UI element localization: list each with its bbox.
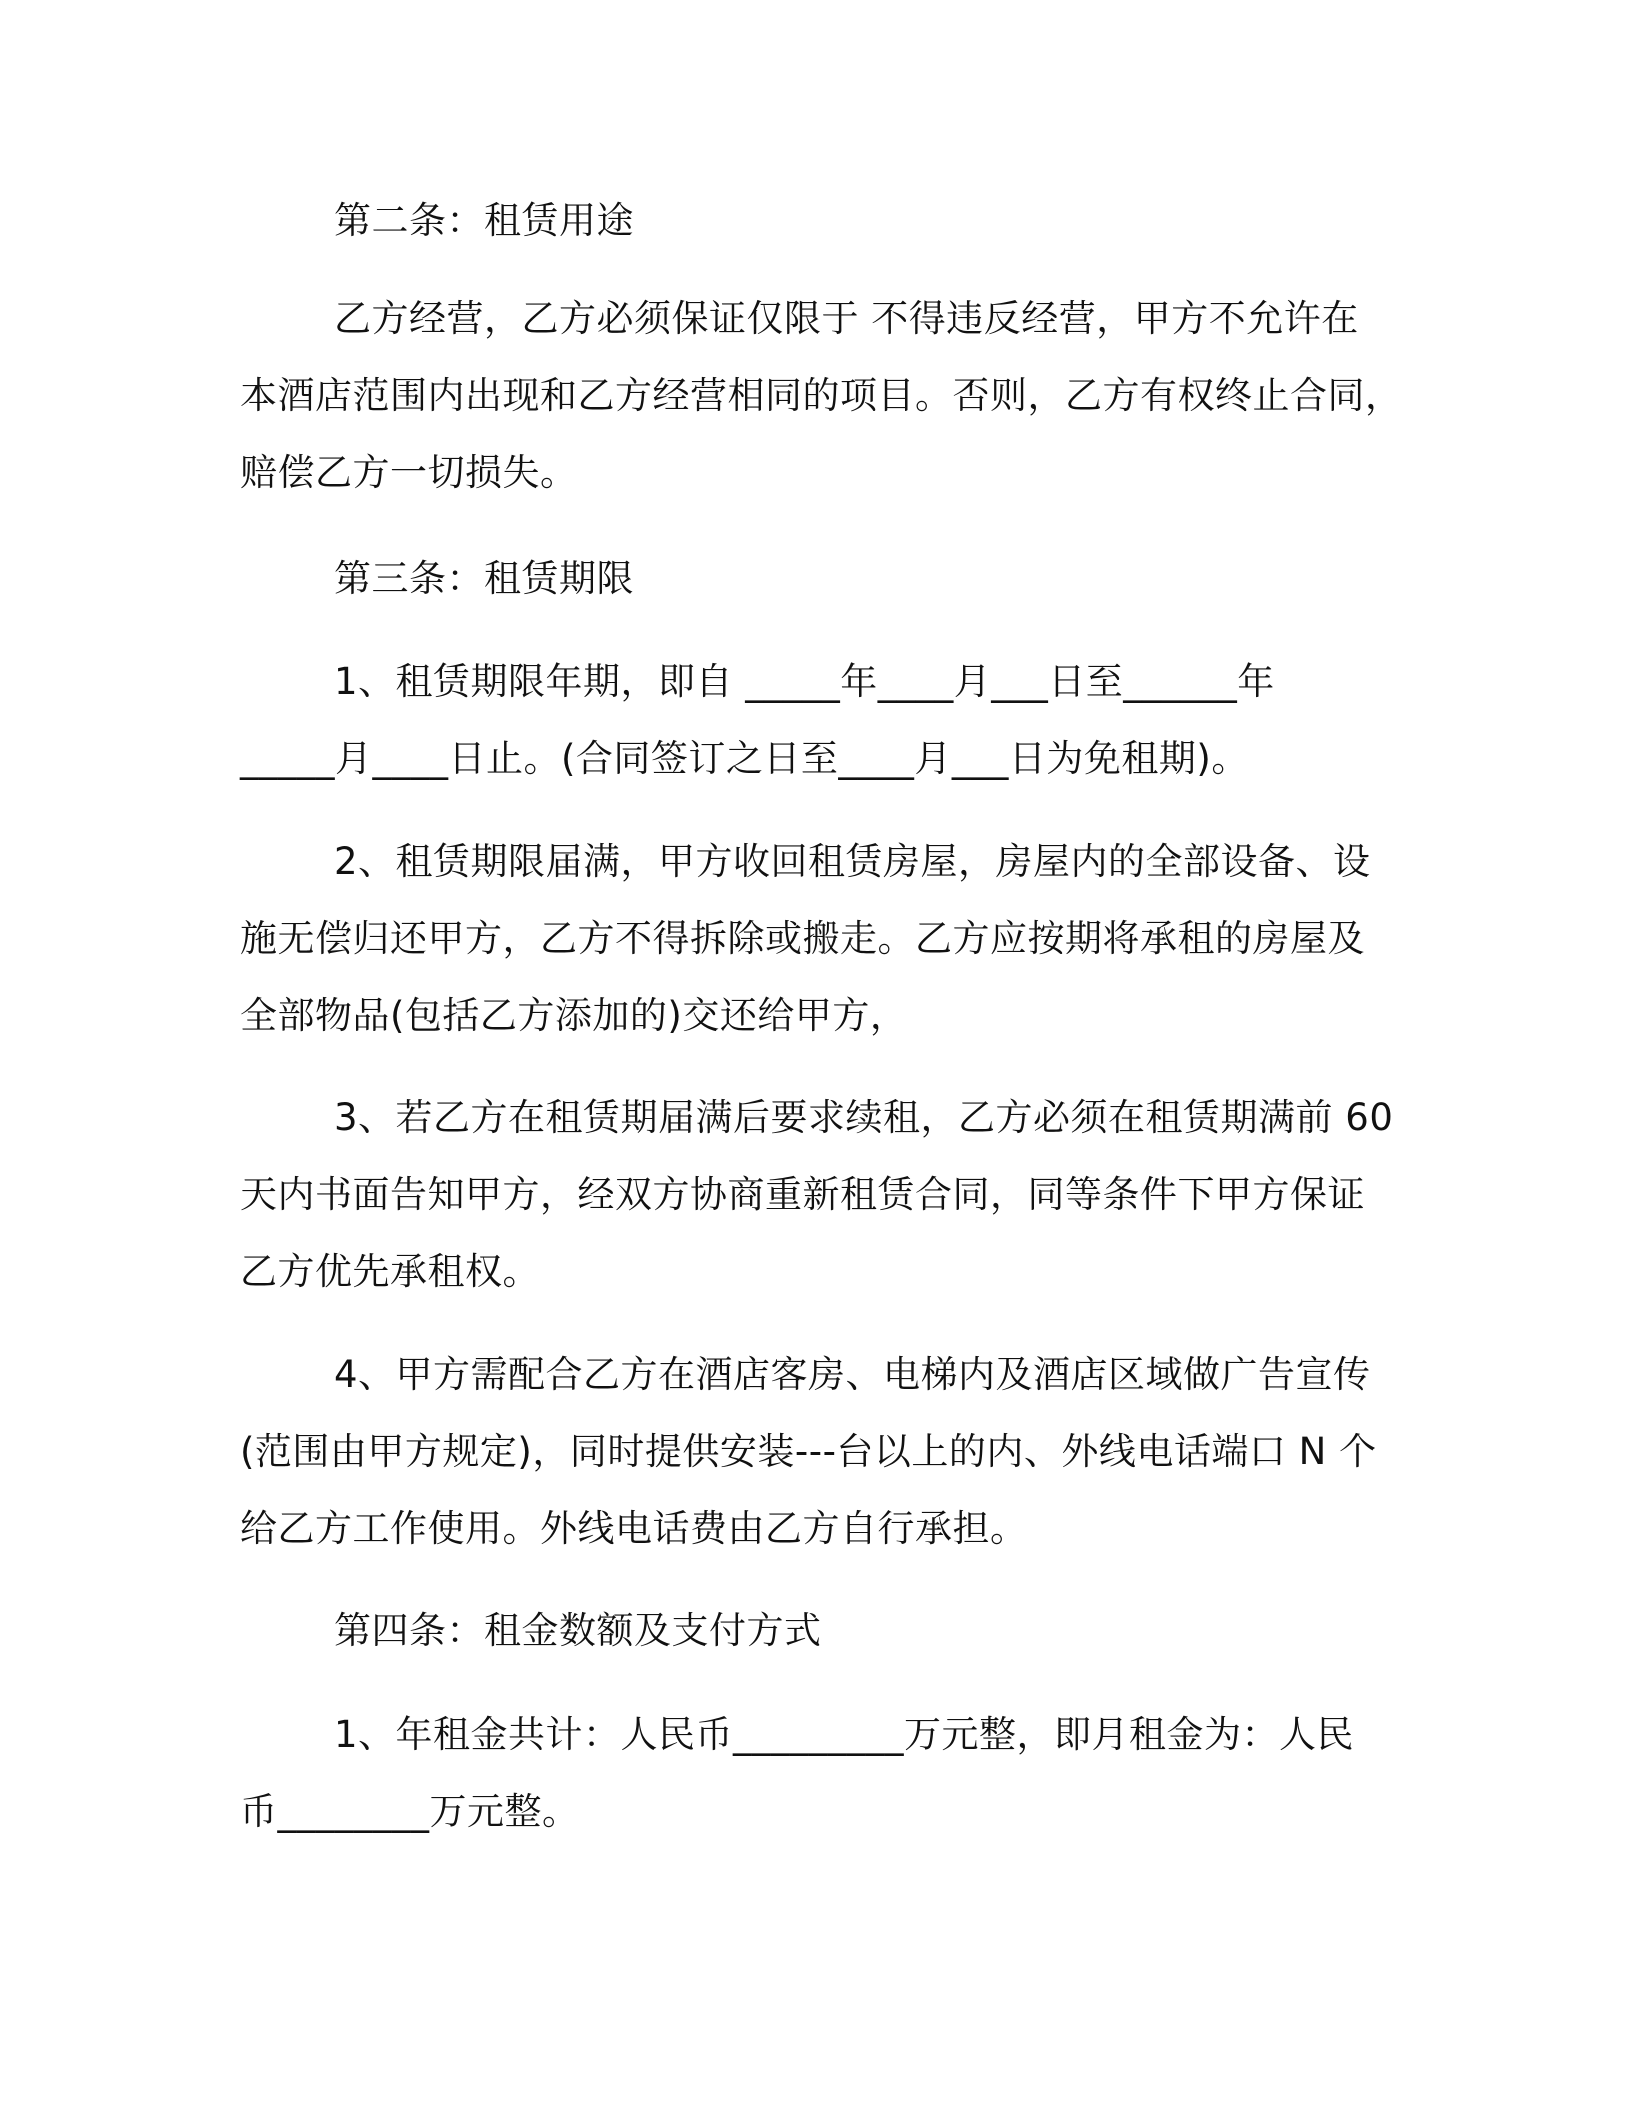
article3-item3-line: 天内书面告知甲方，经双方协商重新租赁合同，同等条件下甲方保证 (240, 1173, 1365, 1216)
article2-heading: 第二条：租赁用途 (334, 199, 634, 242)
article3-heading: 第三条：租赁期限 (334, 557, 634, 600)
article3-item1-line: _____月____日止。(合同签订之日至____月___日为免租期)。 (240, 737, 1249, 780)
article2-paragraph-line: 乙方经营，乙方必须保证仅限于 不得违反经营，甲方不允许在 (334, 297, 1359, 340)
article3-item1-line: 1、租赁期限年期，即自 _____年____月___日至______年 (334, 660, 1275, 703)
article4-item1-line: 币________万元整。 (240, 1790, 580, 1833)
article3-item4-line: (范围由甲方规定)，同时提供安装---台以上的内、外线电话端口 N 个 (240, 1430, 1377, 1473)
article3-item3-line: 乙方优先承租权。 (240, 1250, 540, 1293)
article2-paragraph-line: 本酒店范围内出现和乙方经营相同的项目。否则，乙方有权终止合同， (240, 374, 1403, 417)
article4-heading: 第四条：租金数额及支付方式 (334, 1609, 822, 1652)
article3-item4-line: 给乙方工作使用。外线电话费由乙方自行承担。 (240, 1507, 1028, 1550)
article3-item2-line: 2、租赁期限届满，甲方收回租赁房屋，房屋内的全部设备、设 (334, 840, 1371, 883)
article3-item2-line: 施无偿归还甲方，乙方不得拆除或搬走。乙方应按期将承租的房屋及 (240, 917, 1365, 960)
article3-item3-line: 3、若乙方在租赁期届满后要求续租，乙方必须在租赁期满前 60 (334, 1096, 1394, 1139)
article3-item4-line: 4、甲方需配合乙方在酒店客房、电梯内及酒店区域做广告宣传 (334, 1353, 1371, 1396)
article4-item1-line: 1、年租金共计：人民币_________万元整，即月租金为：人民 (334, 1713, 1355, 1756)
document-page (240, 0, 1403, 2112)
article3-item2-line: 全部物品(包括乙方添加的)交还给甲方， (240, 994, 908, 1037)
article2-paragraph-line: 赔偿乙方一切损失。 (240, 451, 578, 494)
